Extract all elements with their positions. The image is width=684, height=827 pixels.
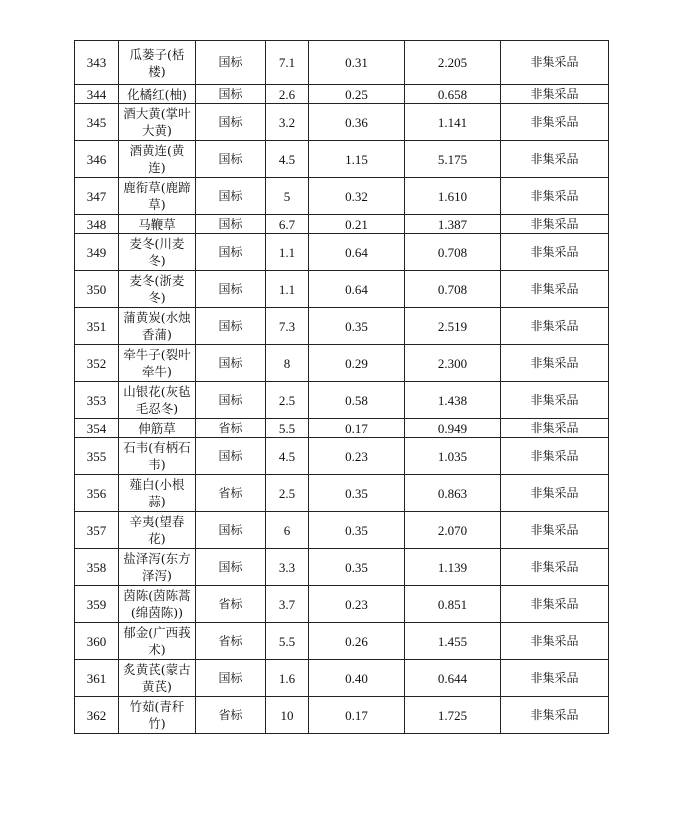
value-2-cell: 0.26 bbox=[309, 623, 405, 660]
herb-name-cell: 酒大黄(掌叶大黄) bbox=[119, 104, 196, 141]
category-cell: 非集采品 bbox=[501, 85, 609, 104]
standard-cell: 国标 bbox=[196, 178, 266, 215]
row-number-cell: 351 bbox=[75, 308, 119, 345]
herb-name-cell: 鹿衔草(鹿蹄草) bbox=[119, 178, 196, 215]
row-number-cell: 361 bbox=[75, 660, 119, 697]
value-3-cell: 0.851 bbox=[405, 586, 501, 623]
value-2-cell: 1.15 bbox=[309, 141, 405, 178]
value-2-cell: 0.35 bbox=[309, 512, 405, 549]
table-row bbox=[75, 215, 609, 234]
category-cell: 非集采品 bbox=[501, 141, 609, 178]
herb-name-cell: 瓜蒌子(栝楼) bbox=[119, 41, 196, 85]
value-3-cell: 5.175 bbox=[405, 141, 501, 178]
table-row bbox=[75, 271, 609, 308]
category-cell: 非集采品 bbox=[501, 438, 609, 475]
row-number-cell: 347 bbox=[75, 178, 119, 215]
herb-name-cell: 薤白(小根蒜) bbox=[119, 475, 196, 512]
table-row bbox=[75, 85, 609, 104]
standard-cell: 国标 bbox=[196, 549, 266, 586]
value-1-cell: 2.6 bbox=[266, 85, 309, 104]
value-1-cell: 5 bbox=[266, 178, 309, 215]
standard-cell: 国标 bbox=[196, 41, 266, 85]
value-3-cell: 0.708 bbox=[405, 271, 501, 308]
row-number-cell: 354 bbox=[75, 419, 119, 438]
value-3-cell: 1.725 bbox=[405, 697, 501, 734]
category-cell: 非集采品 bbox=[501, 345, 609, 382]
value-3-cell: 0.949 bbox=[405, 419, 501, 438]
herb-name-cell: 伸筋草 bbox=[119, 419, 196, 438]
value-3-cell: 1.610 bbox=[405, 178, 501, 215]
category-cell: 非集采品 bbox=[501, 623, 609, 660]
category-cell: 非集采品 bbox=[501, 660, 609, 697]
row-number-cell: 346 bbox=[75, 141, 119, 178]
table-body bbox=[75, 41, 609, 734]
table-row bbox=[75, 345, 609, 382]
herb-name-cell: 牵牛子(裂叶牵牛) bbox=[119, 345, 196, 382]
category-cell: 非集采品 bbox=[501, 586, 609, 623]
standard-cell: 省标 bbox=[196, 697, 266, 734]
table-row bbox=[75, 549, 609, 586]
category-cell: 非集采品 bbox=[501, 382, 609, 419]
value-1-cell: 5.5 bbox=[266, 623, 309, 660]
herb-name-cell: 蒲黄炭(水烛香蒲) bbox=[119, 308, 196, 345]
value-1-cell: 10 bbox=[266, 697, 309, 734]
row-number-cell: 344 bbox=[75, 85, 119, 104]
value-1-cell: 3.2 bbox=[266, 104, 309, 141]
table-row bbox=[75, 660, 609, 697]
value-1-cell: 4.5 bbox=[266, 141, 309, 178]
value-3-cell: 1.035 bbox=[405, 438, 501, 475]
herb-name-cell: 马鞭草 bbox=[119, 215, 196, 234]
standard-cell: 省标 bbox=[196, 475, 266, 512]
category-cell: 非集采品 bbox=[501, 697, 609, 734]
row-number-cell: 345 bbox=[75, 104, 119, 141]
value-3-cell: 0.644 bbox=[405, 660, 501, 697]
standard-cell: 国标 bbox=[196, 141, 266, 178]
category-cell: 非集采品 bbox=[501, 308, 609, 345]
category-cell: 非集采品 bbox=[501, 104, 609, 141]
value-2-cell: 0.40 bbox=[309, 660, 405, 697]
table-row bbox=[75, 419, 609, 438]
value-2-cell: 0.17 bbox=[309, 697, 405, 734]
value-1-cell: 2.5 bbox=[266, 475, 309, 512]
standard-cell: 国标 bbox=[196, 215, 266, 234]
value-2-cell: 0.36 bbox=[309, 104, 405, 141]
value-2-cell: 0.17 bbox=[309, 419, 405, 438]
category-cell: 非集采品 bbox=[501, 271, 609, 308]
value-3-cell: 0.658 bbox=[405, 85, 501, 104]
table-row bbox=[75, 141, 609, 178]
table-row bbox=[75, 382, 609, 419]
table-row bbox=[75, 41, 609, 85]
table-row bbox=[75, 512, 609, 549]
standard-cell: 国标 bbox=[196, 438, 266, 475]
category-cell: 非集采品 bbox=[501, 215, 609, 234]
row-number-cell: 353 bbox=[75, 382, 119, 419]
row-number-cell: 362 bbox=[75, 697, 119, 734]
herb-name-cell: 酒黄连(黄连) bbox=[119, 141, 196, 178]
value-1-cell: 1.6 bbox=[266, 660, 309, 697]
category-cell: 非集采品 bbox=[501, 419, 609, 438]
value-2-cell: 0.23 bbox=[309, 586, 405, 623]
value-1-cell: 7.1 bbox=[266, 41, 309, 85]
herb-name-cell: 辛夷(望春花) bbox=[119, 512, 196, 549]
row-number-cell: 357 bbox=[75, 512, 119, 549]
table-row bbox=[75, 697, 609, 734]
value-1-cell: 5.5 bbox=[266, 419, 309, 438]
value-2-cell: 0.21 bbox=[309, 215, 405, 234]
table-row bbox=[75, 104, 609, 141]
value-1-cell: 2.5 bbox=[266, 382, 309, 419]
value-1-cell: 8 bbox=[266, 345, 309, 382]
row-number-cell: 343 bbox=[75, 41, 119, 85]
row-number-cell: 355 bbox=[75, 438, 119, 475]
value-3-cell: 2.205 bbox=[405, 41, 501, 85]
value-3-cell: 2.519 bbox=[405, 308, 501, 345]
standard-cell: 国标 bbox=[196, 382, 266, 419]
row-number-cell: 349 bbox=[75, 234, 119, 271]
standard-cell: 国标 bbox=[196, 308, 266, 345]
table-row bbox=[75, 308, 609, 345]
table-row bbox=[75, 234, 609, 271]
value-1-cell: 6 bbox=[266, 512, 309, 549]
standard-cell: 国标 bbox=[196, 104, 266, 141]
row-number-cell: 348 bbox=[75, 215, 119, 234]
category-cell: 非集采品 bbox=[501, 234, 609, 271]
standard-cell: 省标 bbox=[196, 419, 266, 438]
table-row bbox=[75, 178, 609, 215]
value-1-cell: 1.1 bbox=[266, 234, 309, 271]
value-2-cell: 0.64 bbox=[309, 234, 405, 271]
standard-cell: 国标 bbox=[196, 234, 266, 271]
value-1-cell: 1.1 bbox=[266, 271, 309, 308]
herb-name-cell: 麦冬(浙麦冬) bbox=[119, 271, 196, 308]
category-cell: 非集采品 bbox=[501, 41, 609, 85]
row-number-cell: 356 bbox=[75, 475, 119, 512]
category-cell: 非集采品 bbox=[501, 178, 609, 215]
table-row bbox=[75, 438, 609, 475]
value-3-cell: 2.300 bbox=[405, 345, 501, 382]
value-3-cell: 1.387 bbox=[405, 215, 501, 234]
row-number-cell: 358 bbox=[75, 549, 119, 586]
row-number-cell: 359 bbox=[75, 586, 119, 623]
value-1-cell: 7.3 bbox=[266, 308, 309, 345]
value-2-cell: 0.23 bbox=[309, 438, 405, 475]
value-2-cell: 0.64 bbox=[309, 271, 405, 308]
row-number-cell: 352 bbox=[75, 345, 119, 382]
value-2-cell: 0.35 bbox=[309, 308, 405, 345]
herb-name-cell: 炙黄芪(蒙古黄芪) bbox=[119, 660, 196, 697]
standard-cell: 国标 bbox=[196, 85, 266, 104]
value-2-cell: 0.58 bbox=[309, 382, 405, 419]
standard-cell: 国标 bbox=[196, 512, 266, 549]
category-cell: 非集采品 bbox=[501, 549, 609, 586]
value-3-cell: 1.455 bbox=[405, 623, 501, 660]
value-2-cell: 0.25 bbox=[309, 85, 405, 104]
standard-cell: 国标 bbox=[196, 271, 266, 308]
herb-name-cell: 化橘红(柚) bbox=[119, 85, 196, 104]
category-cell: 非集采品 bbox=[501, 475, 609, 512]
value-3-cell: 1.139 bbox=[405, 549, 501, 586]
table-row bbox=[75, 475, 609, 512]
value-3-cell: 2.070 bbox=[405, 512, 501, 549]
table-row bbox=[75, 623, 609, 660]
value-2-cell: 0.35 bbox=[309, 549, 405, 586]
value-1-cell: 3.3 bbox=[266, 549, 309, 586]
herb-name-cell: 茵陈(茵陈蒿(绵茵陈)) bbox=[119, 586, 196, 623]
value-3-cell: 1.141 bbox=[405, 104, 501, 141]
row-number-cell: 350 bbox=[75, 271, 119, 308]
value-1-cell: 3.7 bbox=[266, 586, 309, 623]
value-2-cell: 0.29 bbox=[309, 345, 405, 382]
standard-cell: 省标 bbox=[196, 586, 266, 623]
value-3-cell: 0.708 bbox=[405, 234, 501, 271]
value-2-cell: 0.32 bbox=[309, 178, 405, 215]
value-3-cell: 1.438 bbox=[405, 382, 501, 419]
table-row bbox=[75, 586, 609, 623]
value-1-cell: 4.5 bbox=[266, 438, 309, 475]
herb-name-cell: 山银花(灰毡毛忍冬) bbox=[119, 382, 196, 419]
value-1-cell: 6.7 bbox=[266, 215, 309, 234]
herb-name-cell: 石韦(有柄石韦) bbox=[119, 438, 196, 475]
herb-price-table bbox=[74, 40, 609, 734]
herb-name-cell: 盐泽泻(东方泽泻) bbox=[119, 549, 196, 586]
row-number-cell: 360 bbox=[75, 623, 119, 660]
standard-cell: 国标 bbox=[196, 345, 266, 382]
value-3-cell: 0.863 bbox=[405, 475, 501, 512]
standard-cell: 国标 bbox=[196, 660, 266, 697]
value-2-cell: 0.35 bbox=[309, 475, 405, 512]
value-2-cell: 0.31 bbox=[309, 41, 405, 85]
category-cell: 非集采品 bbox=[501, 512, 609, 549]
herb-name-cell: 麦冬(川麦冬) bbox=[119, 234, 196, 271]
herb-name-cell: 郁金(广西莪术) bbox=[119, 623, 196, 660]
herb-name-cell: 竹茹(青秆竹) bbox=[119, 697, 196, 734]
standard-cell: 省标 bbox=[196, 623, 266, 660]
